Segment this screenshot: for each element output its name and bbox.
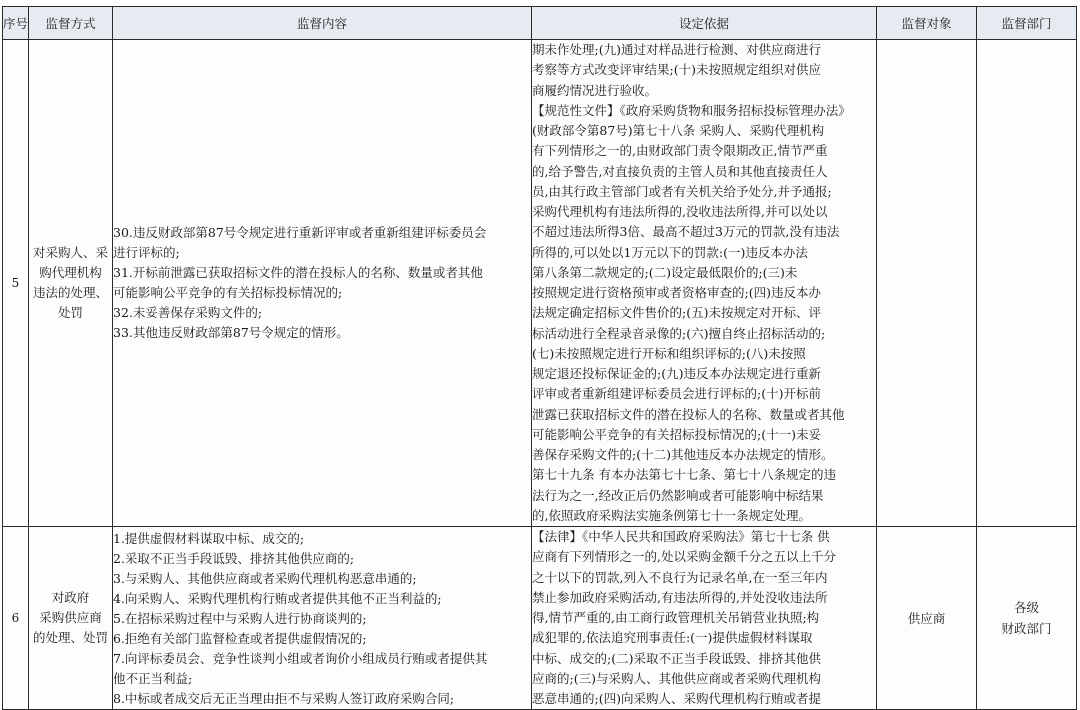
basis-line: 恶意串通的;(四)向采购人、采购代理机构行贿或者提 (532, 691, 821, 706)
supervision-content (113, 40, 532, 527)
regulation-table (2, 6, 1077, 710)
supervision-department (977, 40, 1077, 527)
header-department: 监督部门 (977, 7, 1077, 40)
basis-line: 之十以下的罚款,列入不良行为记录名单,在一至三年内 (532, 569, 828, 585)
basis-line: 法规定确定招标文件售价的;(五)未按规定对开标、评 (532, 305, 821, 321)
basis-line: 【规范性文件】《政府采购货物和服务招标投标管理办法》 (532, 102, 851, 118)
basis-line: 第八条第二款规定的;(二)设定最低限价的;(三)未 (532, 264, 798, 280)
basis-line: 不超过违法所得3倍、最高不超过3万元的罚款,没有违法 (532, 224, 840, 240)
basis-line: (七)未按照规定进行开标和组织评标的;(八)未按照 (532, 345, 806, 361)
department-line: 各级 (1013, 600, 1039, 616)
supervision-department (977, 527, 1077, 710)
basis-line: 法行为之一,经改正后仍然影响或者可能影响中标结果 (532, 487, 824, 503)
supervision-object (877, 40, 977, 527)
basis-line: 按照规定进行资格预审或者资格审查的;(四)违反本办 (532, 285, 821, 300)
method-line: 购代理机构 (39, 265, 102, 280)
legal-basis (532, 40, 877, 527)
content-line: 33.其他违反财政部第87号令规定的情形。 (113, 325, 349, 340)
basis-line: 商履约情况进行验收。 (532, 82, 658, 98)
content-line: 3.与采购人、其他供应商或者采购代理机构恶意串通的; (113, 571, 417, 587)
basis-line: 应商的;(三)与采购人、其他供应商或者采购代理机构 (532, 670, 821, 686)
basis-line: 应商有下列情形之一的,处以采购金额千分之五以上千分 (532, 549, 836, 565)
basis-line: 泄露已获取招标文件的潜在投标人的名称、数量或者其他 (532, 406, 845, 422)
content-line: 7.向评标委员会、竞争性谈判小组或者询价小组成员行贿或者提供其 (113, 651, 488, 667)
method-line: 的处理、处罚 (32, 630, 108, 646)
basis-line: 禁止参加政府采购活动,有违法所得的,并处没收违法所 (532, 589, 828, 605)
basis-line: 规定退还投标保证金的;(九)违反本办法规定进行重新 (532, 366, 821, 381)
table-header-row (3, 7, 1077, 40)
basis-line: 可能影响公平竞争的有关招标投标情况的;(十一)未妥 (532, 426, 821, 442)
content-line: 进行评标的; (113, 245, 180, 260)
department-line: 财政部门 (1001, 621, 1052, 637)
method-line: 采购供应商 (39, 610, 102, 626)
basis-line: 考察等方式改变评审结果;(十)未按照规定组织对供应 (532, 62, 821, 78)
basis-line: 得,情节严重的,由工商行政管理机关吊销营业执照;构 (532, 610, 820, 625)
basis-line: 成犯罪的,依法追究刑事责任:(一)提供虚假材料谋取 (532, 630, 813, 646)
row-number: 6 (3, 527, 29, 710)
method-line: 对政府 (51, 590, 90, 606)
table-row (3, 527, 1077, 710)
content-line: 31.开标前泄露已获取招标文件的潜在投标人的名称、数量或者其他 (113, 265, 483, 280)
method-line: 违法的处理、 (32, 285, 108, 300)
basis-line: 的,依照政府采购法实施条例第七十一条规定处理。 (532, 507, 811, 523)
basis-line: 中标、成交的;(二)采取不正当手段诋毁、排挤其他供 (532, 650, 821, 666)
header-no: 序号 (3, 7, 29, 40)
basis-line: 的,给予警告,对直接负责的主管人员和其他直接责任人 (532, 163, 828, 179)
basis-line: 期未作处理;(九)通过对样品进行检测、对供应商进行 (532, 42, 821, 57)
content-line: 2.采取不正当手段诋毁、排挤其他供应商的; (113, 551, 355, 567)
content-line: 他不正当利益; (113, 671, 193, 687)
basis-line: 善保存采购文件的;(十二)其他违反本办法规定的情形。 (532, 447, 834, 462)
content-line: 8.中标或者成交后无正当理由拒不与采购人签订政府采购合同; (113, 691, 455, 707)
header-object: 监督对象 (877, 7, 977, 40)
content-line: 32.未妥善保存采购文件的; (113, 305, 263, 320)
content-line: 30.违反财政部第87号令规定进行重新评审或者重新组建评标委员会 (113, 225, 487, 240)
supervision-content (113, 527, 532, 710)
basis-line: 所得的,可以处以1万元以下的罚款:(一)违反本办法 (532, 244, 808, 260)
basis-line: 员,由其行政主管部门或者有关机关给予处分,并予通报; (532, 183, 832, 199)
header-method: 监督方式 (29, 7, 113, 40)
basis-line: 标活动进行全程录音录像的;(六)擅自终止招标活动的; (532, 325, 826, 341)
table-row (3, 40, 1077, 527)
basis-line: 有下列情形之一的,由财政部门责令限期改正,情节严重 (532, 143, 828, 159)
supervision-method (29, 40, 113, 527)
content-line: 可能影响公平竞争的有关招标投标情况的; (113, 285, 343, 300)
content-line: 1.提供虚假材料谋取中标、成交的; (113, 531, 305, 547)
basis-line: 采购代理机构有违法所得的,没收违法所得,并可以处以 (532, 204, 828, 219)
content-line: 6.拒绝有关部门监督检查或者提供虚假情况的; (113, 631, 367, 647)
supervision-object: 供应商 (877, 527, 977, 710)
basis-line: (财政部令第87号)第七十八条 采购人、采购代理机构 (532, 123, 825, 138)
supervision-method (29, 527, 113, 710)
content-line: 4.向采购人、采购代理机构行贿或者提供其他不正当利益的; (113, 591, 442, 607)
content-line: 5.在招标采购过程中与采购人进行协商谈判的; (113, 611, 367, 627)
header-content: 监督内容 (113, 7, 532, 40)
header-basis: 设定依据 (532, 7, 877, 40)
method-line: 对采购人、采 (32, 245, 108, 260)
basis-line: 【法律】《中华人民共和国政府采购法》第七十七条 供 (532, 529, 830, 544)
legal-basis (532, 527, 877, 710)
row-number: 5 (3, 40, 29, 527)
basis-line: 评审或者重新组建评标委员会进行评标的;(十)开标前 (532, 386, 821, 402)
basis-line: 第七十九条 有本办法第七十七条、第七十八条规定的违 (532, 467, 836, 483)
method-line: 处罚 (57, 305, 83, 320)
